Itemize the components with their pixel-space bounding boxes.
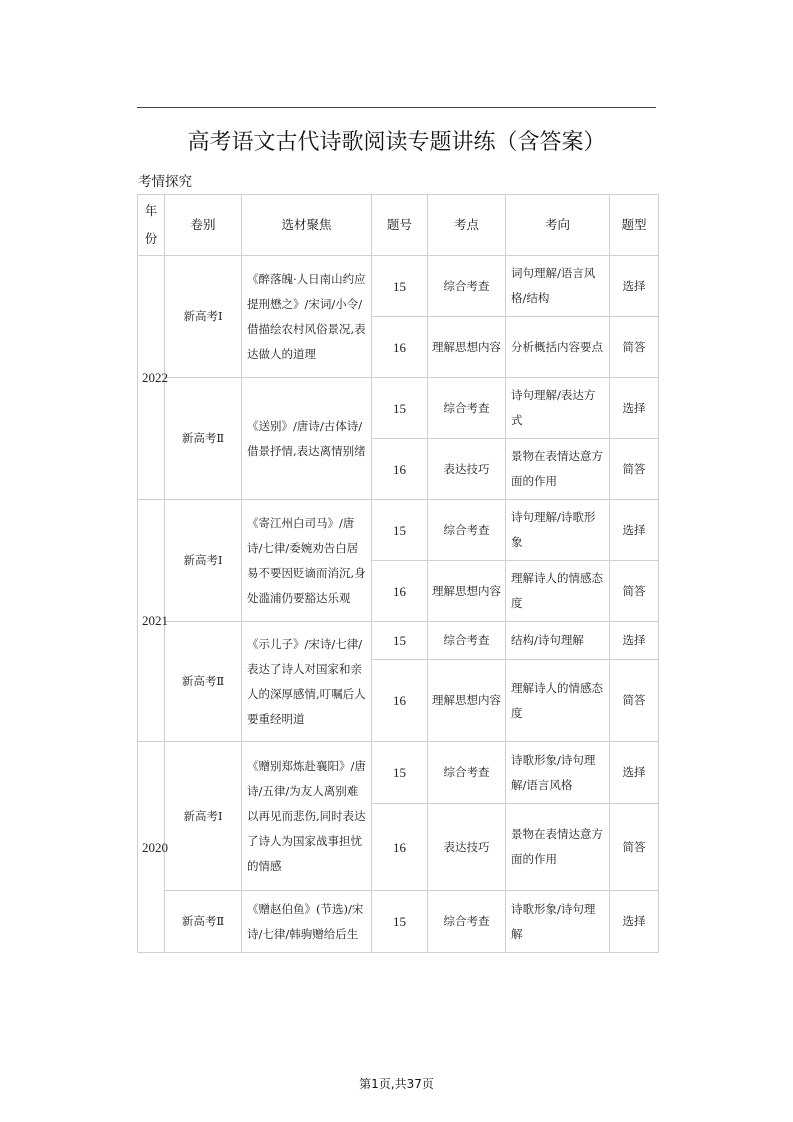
point-cell: 综合考查: [428, 622, 506, 660]
direction-cell: 结构/诗句理解: [506, 622, 610, 660]
point-cell: 理解思想内容: [428, 561, 506, 622]
type-cell: 简答: [610, 439, 659, 500]
qnum-cell: 16: [372, 660, 428, 742]
direction-cell: 理解诗人的情感态度: [506, 561, 610, 622]
direction-cell: 诗句理解/诗歌形象: [506, 500, 610, 561]
direction-cell: 景物在表情达意方面的作用: [506, 439, 610, 500]
table-row: [138, 622, 659, 660]
type-cell: 选择: [610, 891, 659, 953]
header-question-type: 题型: [610, 195, 659, 256]
direction-cell: 诗歌形象/诗句理解/语言风格: [506, 742, 610, 804]
page-footer: 第1页,共37页: [359, 1077, 434, 1091]
point-cell: 理解思想内容: [428, 660, 506, 742]
point-cell: 综合考查: [428, 742, 506, 804]
paper-cell: 新高考Ⅱ: [165, 378, 242, 500]
type-cell: 选择: [610, 378, 659, 439]
qnum-cell: 15: [372, 742, 428, 804]
point-cell: 表达技巧: [428, 804, 506, 891]
paper-cell: 新高考Ⅰ: [165, 256, 242, 378]
type-cell: 简答: [610, 660, 659, 742]
direction-cell: 理解诗人的情感态度: [506, 660, 610, 742]
qnum-cell: 15: [372, 500, 428, 561]
qnum-cell: 16: [372, 317, 428, 378]
header-year: 年份: [138, 195, 165, 256]
direction-cell: 词句理解/语言风格/结构: [506, 256, 610, 317]
direction-cell: 景物在表情达意方面的作用: [506, 804, 610, 891]
point-cell: 表达技巧: [428, 439, 506, 500]
table-row: [138, 378, 659, 439]
header-paper: 卷别: [165, 195, 242, 256]
material-cell: 《示儿子》/宋诗/七律/表达了诗人对国家和亲人的深厚感情,叮嘱后人要重经明道: [242, 622, 372, 742]
exam-analysis-table: [137, 194, 659, 953]
table-row: [138, 256, 659, 317]
page-title: 高考语文古代诗歌阅读专题讲练（含答案）: [187, 130, 606, 155]
header-direction: 考向: [506, 195, 610, 256]
paper-cell: 新高考Ⅰ: [165, 500, 242, 622]
header-test-point: 考点: [428, 195, 506, 256]
table-row: [138, 742, 659, 804]
point-cell: 综合考查: [428, 378, 506, 439]
qnum-cell: 16: [372, 561, 428, 622]
top-rule: [137, 107, 656, 108]
type-cell: 简答: [610, 804, 659, 891]
qnum-cell: 15: [372, 891, 428, 953]
year-cell: 2021: [138, 500, 165, 742]
material-cell: 《赠别郑炼赴襄阳》/唐诗/五律/为友人离别难以再见而悲伤,同时表达了诗人为国家战事担忧的情感: [242, 742, 372, 891]
year-cell: 2022: [138, 256, 165, 500]
direction-cell: 分析概括内容要点: [506, 317, 610, 378]
point-cell: 理解思想内容: [428, 317, 506, 378]
qnum-cell: 15: [372, 378, 428, 439]
material-cell: 《寄江州白司马》/唐诗/七律/委婉劝告白居易不要因贬谪而消沉,身处滥浦仍要豁达乐观: [242, 500, 372, 622]
point-cell: 综合考查: [428, 891, 506, 953]
direction-cell: 诗句理解/表达方式: [506, 378, 610, 439]
type-cell: 选择: [610, 256, 659, 317]
direction-cell: 诗歌形象/诗句理解: [506, 891, 610, 953]
type-cell: 简答: [610, 317, 659, 378]
qnum-cell: 15: [372, 622, 428, 660]
type-cell: 选择: [610, 742, 659, 804]
header-material: 选材聚焦: [242, 195, 372, 256]
table-header-row: [138, 195, 659, 256]
type-cell: 选择: [610, 622, 659, 660]
qnum-cell: 16: [372, 804, 428, 891]
type-cell: 选择: [610, 500, 659, 561]
type-cell: 简答: [610, 561, 659, 622]
material-cell: 《送别》/唐诗/古体诗/借景抒情,表达离情别绪: [242, 378, 372, 500]
qnum-cell: 15: [372, 256, 428, 317]
section-heading: 考情探究: [138, 174, 192, 190]
paper-cell: 新高考Ⅰ: [165, 742, 242, 891]
paper-cell: 新高考Ⅱ: [165, 891, 242, 953]
material-cell: 《赠赵伯鱼》(节选)/宋诗/七律/韩驹赠给后生: [242, 891, 372, 953]
point-cell: 综合考查: [428, 500, 506, 561]
paper-cell: 新高考Ⅱ: [165, 622, 242, 742]
table-row: [138, 500, 659, 561]
qnum-cell: 16: [372, 439, 428, 500]
header-question-number: 题号: [372, 195, 428, 256]
point-cell: 综合考查: [428, 256, 506, 317]
table-row: [138, 891, 659, 953]
material-cell: 《醉落魄·人日南山约应提刑懋之》/宋词/小令/借描绘农村风俗景况,表达做人的道理: [242, 256, 372, 378]
year-cell: 2020: [138, 742, 165, 953]
